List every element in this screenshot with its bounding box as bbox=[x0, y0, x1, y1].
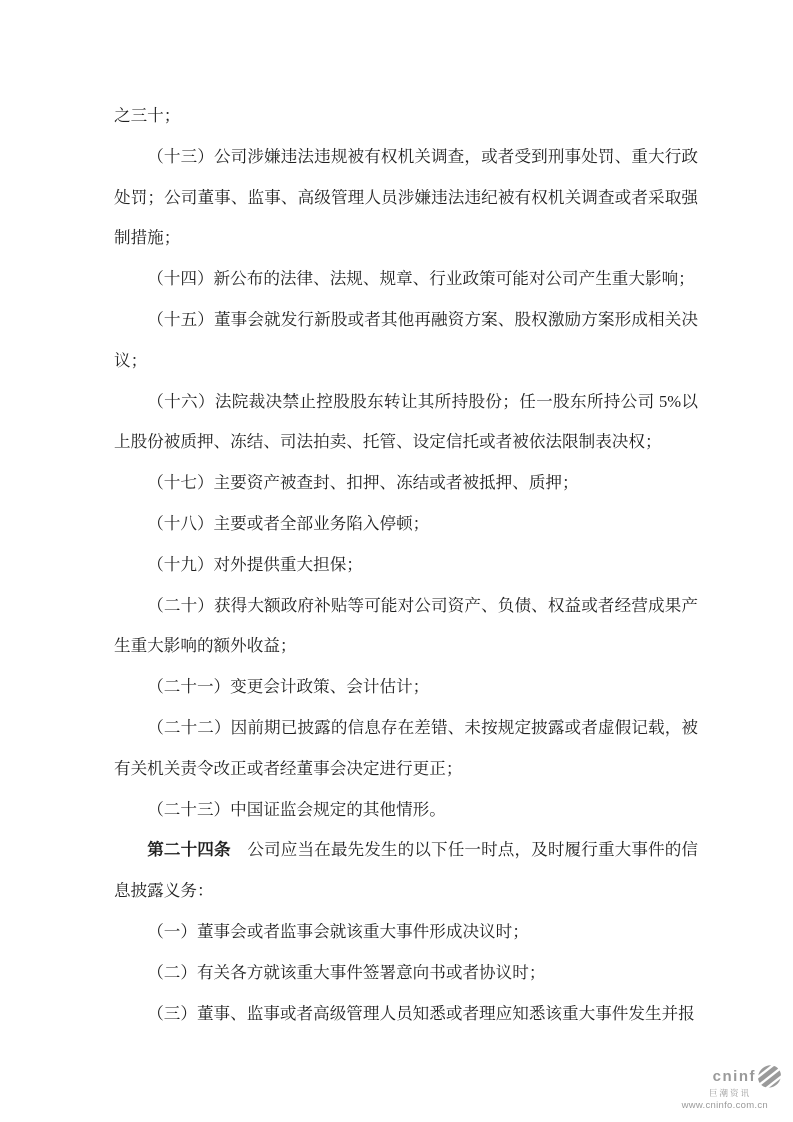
cninfo-brand-text: cninf bbox=[712, 1068, 756, 1085]
paragraph bbox=[114, 667, 698, 708]
cninfo-caption: 巨潮资讯 bbox=[708, 1088, 751, 1098]
paragraph-text: 之三十； bbox=[114, 106, 181, 125]
paragraph bbox=[114, 953, 698, 994]
paragraph-text: （十九）对外提供重大担保； bbox=[147, 554, 363, 574]
paragraph-text: （十三）公司涉嫌违法违规被有权机关调查，或者受到刑事处罚、重大行政处罚；公司董事、监事、高级管理人员涉嫌违法违纪被有权机关调查或者采取强制措施； bbox=[114, 146, 698, 248]
paragraph-text: （二十）获得大额政府补贴等可能对公司资产、负债、权益或者经营成果产生重大影响的额外收益； bbox=[114, 595, 698, 656]
paragraph-text: （二十三）中国证监会规定的其他情形。 bbox=[147, 799, 446, 819]
paragraph bbox=[114, 382, 698, 464]
paragraph-text: （十四）新公布的法律、法规、规章、行业政策可能对公司产生重大影响； bbox=[147, 269, 695, 289]
paragraph bbox=[114, 586, 698, 668]
paragraph bbox=[114, 300, 698, 382]
paragraph-text: 公司应当在最先发生的以下任一时点，及时履行重大事件的信息披露义务： bbox=[114, 840, 699, 901]
paragraph bbox=[114, 790, 698, 831]
paragraph bbox=[114, 830, 698, 912]
paragraph-text: （十五）董事会就发行新股或者其他再融资方案、股权激励方案形成相关决议； bbox=[114, 309, 698, 370]
paragraph bbox=[114, 504, 698, 545]
paragraph-text: （二）有关各方就该重大事件签署意向书或者协议时； bbox=[147, 962, 546, 982]
paragraph-text: （十六）法院裁决禁止控股股东转让其所持股份；任一股东所持公司 5%以上股份被质押、冻结、司法拍卖、托管、设定信托或者被依法限制表决权； bbox=[114, 391, 698, 452]
document-body bbox=[114, 96, 698, 1034]
paragraph-text: （十八）主要或者全部业务陷入停顿； bbox=[147, 513, 430, 533]
cninfo-url: www.cninfo.com.cn bbox=[681, 1099, 768, 1111]
paragraph-text: （一）董事会或者监事会就该重大事件形成决议时； bbox=[147, 921, 529, 941]
paragraph-text: （三）董事、监事或者高级管理人员知悉或者理应知悉该重大事件发生并报 bbox=[147, 1003, 695, 1023]
cninfo-brand-row bbox=[682, 1065, 782, 1088]
paragraph-text: （二十一）变更会计政策、会计估计； bbox=[147, 677, 430, 697]
paragraph-text: （十七）主要资产被查封、扣押、冻结或者被抵押、质押； bbox=[147, 473, 579, 493]
paragraph bbox=[114, 708, 698, 790]
paragraph bbox=[114, 912, 698, 953]
paragraph bbox=[114, 545, 698, 586]
paragraph bbox=[114, 463, 698, 504]
paragraph-text: （二十二）因前期已披露的信息存在差错、未按规定披露或者虚假记载，被有关机关责令改正或者经董事会决定进行更正； bbox=[114, 717, 698, 778]
cninfo-swirl-icon bbox=[757, 1065, 782, 1088]
paragraph bbox=[114, 259, 698, 300]
paragraph bbox=[114, 137, 698, 259]
paragraph bbox=[114, 994, 698, 1035]
paragraph bbox=[114, 96, 698, 137]
cninfo-logo bbox=[682, 1065, 782, 1110]
article-number: 第二十四条 bbox=[147, 840, 231, 860]
